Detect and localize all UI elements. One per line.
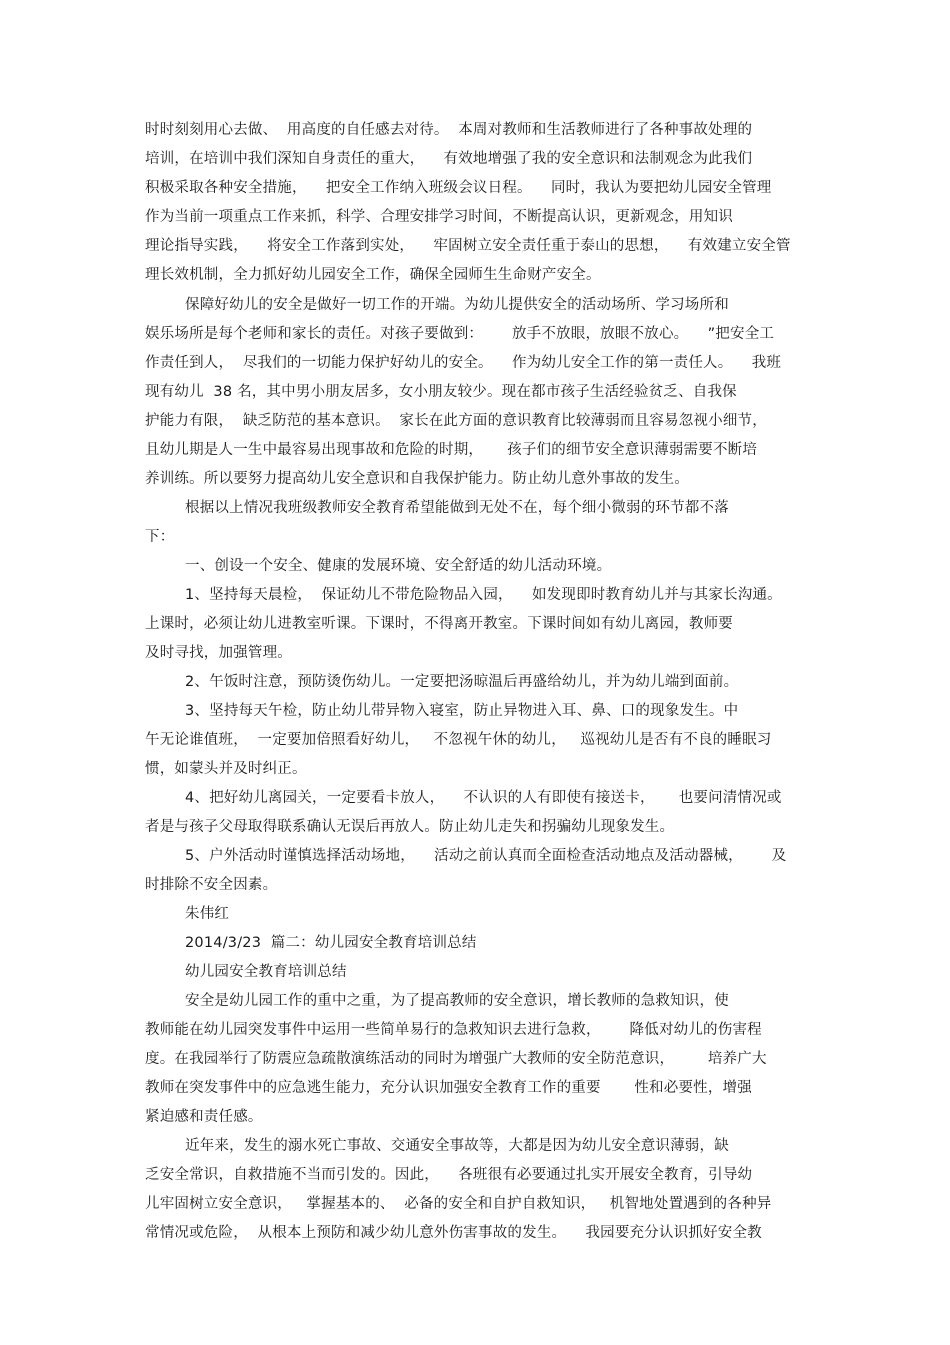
text-line: 乏安全常识，自救措施不当而引发的。因此， 各班很有必要通过扎实开展安全教育，引导幼 (145, 1167, 753, 1183)
text-line: 5、户外活动时谨慎选择活动场地， 活动之前认真而全面检查活动地点及活动器械， 及 (185, 848, 787, 864)
text-line: 一、创设一个安全、健康的发展环境、安全舒适的幼儿活动环境。 (185, 558, 612, 574)
text-line: 现有幼儿 38 名，其中男小朋友居多，女小朋友较少。现在都市孩子生活经验贫乏、自我保 (145, 384, 737, 400)
text-line: 时时刻刻用心去做、 用高度的自任感去对待。 本周对教师和生活教师进行了各种事故处理的 (145, 122, 753, 138)
text-line: 培训，在培训中我们深知自身责任的重大， 有效地增强了我的安全意识和法制观念为此我们 (145, 151, 753, 167)
text-line: 2、午饭时注意，预防烫伤幼儿。一定要把汤晾温后再盛给幼儿，并为幼儿端到面前。 (185, 674, 739, 690)
text-line: 4、把好幼儿离园关，一定要看卡放人， 不认识的人有即使有接送卡， 也要问清情况或 (185, 790, 782, 806)
text-line: 理论指导实践， 将安全工作落到实处， 牢固树立安全责任重于泰山的思想， 有效建立安全管 (145, 238, 791, 254)
section-title: 幼儿园安全教育培训总结 (185, 964, 347, 980)
text-line: 养训练。所以要努力提高幼儿安全意识和自我保护能力。防止幼儿意外事故的发生。 (145, 471, 689, 487)
text-line: 午无论谁值班， 一定要加倍照看好幼儿， 不忽视午休的幼儿， 巡视幼儿是否有不良的睡眠习 (145, 732, 772, 748)
text-line: 3、坚持每天午检，防止幼儿带异物入寝室，防止异物进入耳、鼻、口的现象发生。中 (185, 703, 739, 719)
text-line: 护能力有限， 缺乏防范的基本意识。 家长在此方面的意识教育比较薄弱而且容易忽视小细节， (145, 413, 767, 429)
text-line: 下： (145, 529, 175, 545)
text-line: 理长效机制，全力抓好幼儿园安全工作，确保全园师生生命财产安全。 (145, 267, 601, 283)
text-line: 惯，如蒙头并及时纠正。 (145, 761, 307, 777)
text-line: 保障好幼儿的安全是做好一切工作的开端。为幼儿提供安全的活动场所、学习场所和 (185, 297, 729, 313)
text-line: 近年来，发生的溺水死亡事故、交通安全事故等，大都是因为幼儿安全意识薄弱，缺 (185, 1138, 729, 1154)
text-line: 上课时，必须让幼儿进教室听课。下课时，不得离开教室。下课时间如有幼儿离园，教师要 (145, 616, 733, 632)
text-line: 儿牢固树立安全意识， 掌握基本的、 必备的安全和自护自救知识， 机智地处置遇到的各种异 (145, 1196, 772, 1212)
text-line: 作责任到人， 尽我们的一切能力保护好幼儿的安全。 作为幼儿安全工作的第一责任人。 我班 (145, 355, 782, 371)
date-and-section: 2014/3/23 篇二：幼儿园安全教育培训总结 (185, 935, 477, 951)
text-line: 教师在突发事件中的应急逃生能力，充分认识加强安全教育工作的重要 性和必要性，增强 (145, 1080, 752, 1096)
text-line: 娱乐场所是每个老师和家长的责任。对孩子要做到： 放手不放眼，放眼不放心。 ”把安全工 (145, 326, 775, 342)
text-line: 及时寻找，加强管理。 (145, 645, 292, 661)
text-line: 紧迫感和责任感。 (145, 1109, 263, 1125)
text-line: 常情况或危险， 从根本上预防和减少幼儿意外伤害事故的发生。 我园要充分认识抓好安全教 (145, 1225, 762, 1241)
text-line: 且幼儿期是人一生中最容易出现事故和危险的时期， 孩子们的细节安全意识薄弱需要不断培 (145, 442, 758, 458)
text-line: 安全是幼儿园工作的重中之重，为了提高教师的安全意识，增长教师的急救知识，使 (185, 993, 729, 1009)
text-line: 教师能在幼儿园突发事件中运用一些简单易行的急救知识去进行急救， 降低对幼儿的伤害程 (145, 1022, 762, 1038)
text-line: 1、坚持每天晨检， 保证幼儿不带危险物品入园， 如发现即时教育幼儿并与其家长沟通。 (185, 587, 782, 603)
author-name: 朱伟红 (185, 906, 230, 922)
text-line: 根据以上情况我班级教师安全教育希望能做到无处不在，每个细小微弱的环节都不落 (185, 500, 729, 516)
text-line: 度。在我园举行了防震应急疏散演练活动的同时为增强广大教师的安全防范意识， 培养广大 (145, 1051, 767, 1067)
text-line: 作为当前一项重点工作来抓，科学、合理安排学习时间，不断提高认识，更新观念，用知识 (145, 209, 733, 225)
text-line: 积极采取各种安全措施， 把安全工作纳入班级会议日程。 同时，我认为要把幼儿园安全管理 (145, 180, 772, 196)
text-line: 时排除不安全因素。 (145, 877, 278, 893)
text-line: 者是与孩子父母取得联系确认无误后再放人。防止幼儿走失和拐骗幼儿现象发生。 (145, 819, 675, 835)
